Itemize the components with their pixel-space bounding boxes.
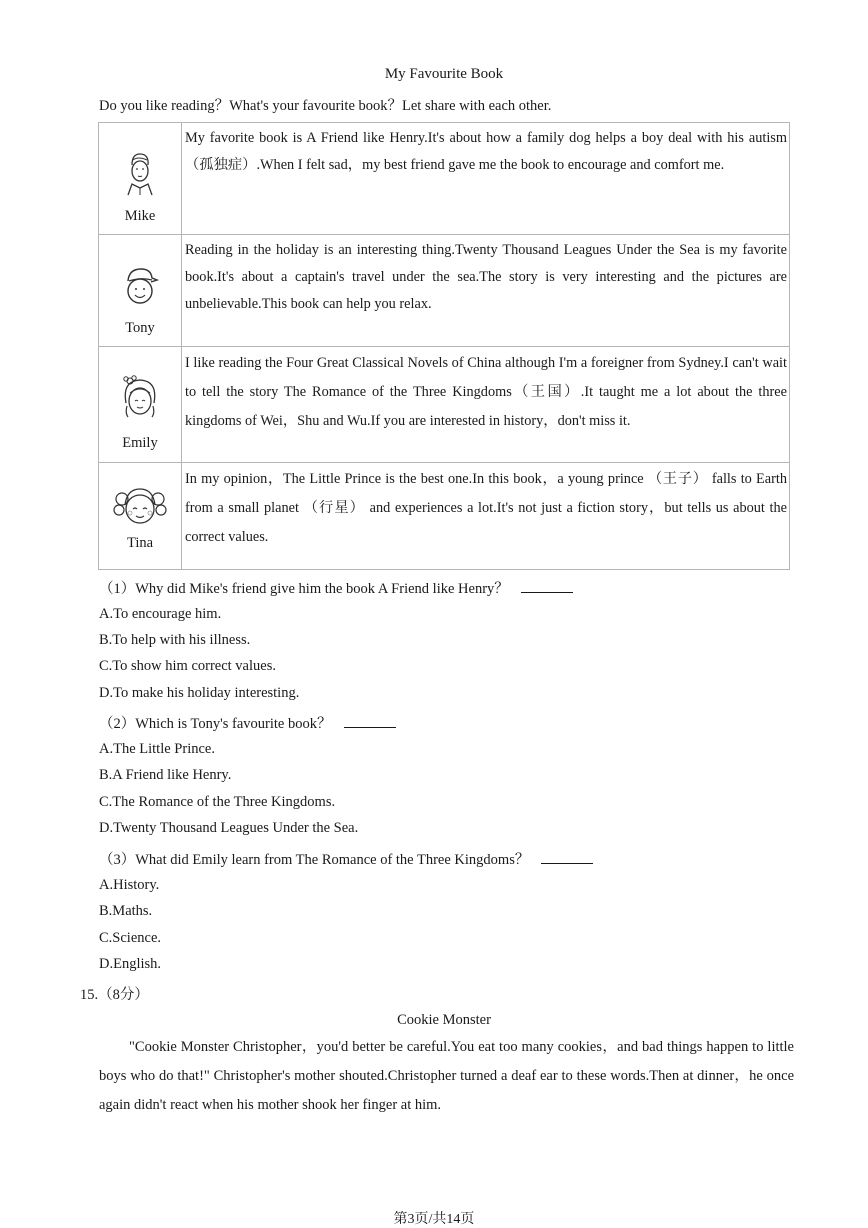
- table-row: [99, 123, 790, 235]
- option: D.English.: [99, 956, 162, 972]
- person-name: Tina: [126, 535, 154, 551]
- girl-curly-icon: [111, 485, 169, 529]
- person-cell: [99, 463, 182, 570]
- option: B.A Friend like Henry.: [99, 767, 232, 783]
- passage-title: Cookie Monster: [397, 1012, 491, 1028]
- intro-text: Do you like reading？What's your favourite book？Let share with each other.: [99, 98, 552, 114]
- option: D.Twenty Thousand Leagues Under the Sea.: [99, 820, 359, 836]
- question-2: [99, 712, 396, 733]
- answer-blank[interactable]: [521, 578, 573, 593]
- question-text: （1）Why did Mike's friend give him the book A Friend like Henry？: [99, 581, 509, 597]
- option: C.The Romance of the Three Kingdoms.: [99, 794, 336, 810]
- option: A.The Little Prince.: [99, 741, 215, 757]
- book-table: [98, 122, 790, 570]
- question-text: （3）What did Emily learn from The Romance of the Three Kingdoms？: [99, 852, 530, 868]
- man-face-icon: [124, 151, 156, 197]
- person-cell: [99, 123, 182, 235]
- option: D.To make his holiday interesting.: [99, 685, 300, 701]
- question-1: [99, 577, 573, 598]
- book-description: My favorite book is A Friend like Henry.It's about how a family dog helps a boy deal with his autism（孤独症）.When I felt sad，my best friend gave me the book to encourage and comfort me.: [182, 123, 790, 235]
- boy-cap-icon: [121, 265, 159, 307]
- table-row: [99, 463, 790, 570]
- page-number: 第3页/共14页: [393, 1212, 475, 1227]
- option: A.History.: [99, 877, 160, 893]
- section-heading: 15.（8分）: [80, 987, 149, 1003]
- girl-flower-icon: [118, 373, 162, 421]
- table-row: [99, 347, 790, 463]
- person-name: Emily: [122, 435, 158, 451]
- option: B.Maths.: [99, 903, 153, 919]
- answer-blank[interactable]: [541, 849, 593, 864]
- person-cell: [99, 347, 182, 463]
- answer-blank[interactable]: [344, 713, 396, 728]
- book-description: Reading in the holiday is an interesting thing.Twenty Thousand Leagues Under the Sea is my favorite book.It's about a captain's travel under the sea.The story is very interesting and the pictures are unbelievable.This book can help you relax.: [182, 235, 790, 347]
- person-name: Tony: [125, 320, 155, 336]
- person-name: Mike: [124, 208, 156, 224]
- book-description: I like reading the Four Great Classical Novels of China although I'm a foreigner from Sydney.I can't wait to tell the story The Romance of the Three Kingdoms（王国）.It taught me a lot about the three kingdoms of Wei，Shu and Wu.If you are interested in history，don't miss it.: [182, 347, 790, 463]
- book-description: In my opinion，The Little Prince is the best one.In this book，a young prince （王子） falls to Earth from a small planet （行星） and experiences a lot.It's not just a fiction story，but tells us about the correct values.: [182, 463, 790, 570]
- passage-paragraph: "Cookie Monster Christopher，you'd better be careful.You eat too many cookies，and bad things happen to little boys who do that!" Christopher's mother shouted.Christopher turned a deaf ear to these words.Then at dinner，he once again didn't react when his mother shook her finger at him.: [99, 1039, 794, 1113]
- option: B.To help with his illness.: [99, 632, 251, 648]
- question-3: [99, 848, 593, 869]
- option: C.Science.: [99, 930, 162, 946]
- option: C.To show him correct values.: [99, 658, 276, 674]
- page-title: My Favourite Book: [384, 66, 504, 82]
- question-text: （2）Which is Tony's favourite book？: [99, 716, 332, 732]
- person-cell: [99, 235, 182, 347]
- option: A.To encourage him.: [99, 606, 222, 622]
- table-row: [99, 235, 790, 347]
